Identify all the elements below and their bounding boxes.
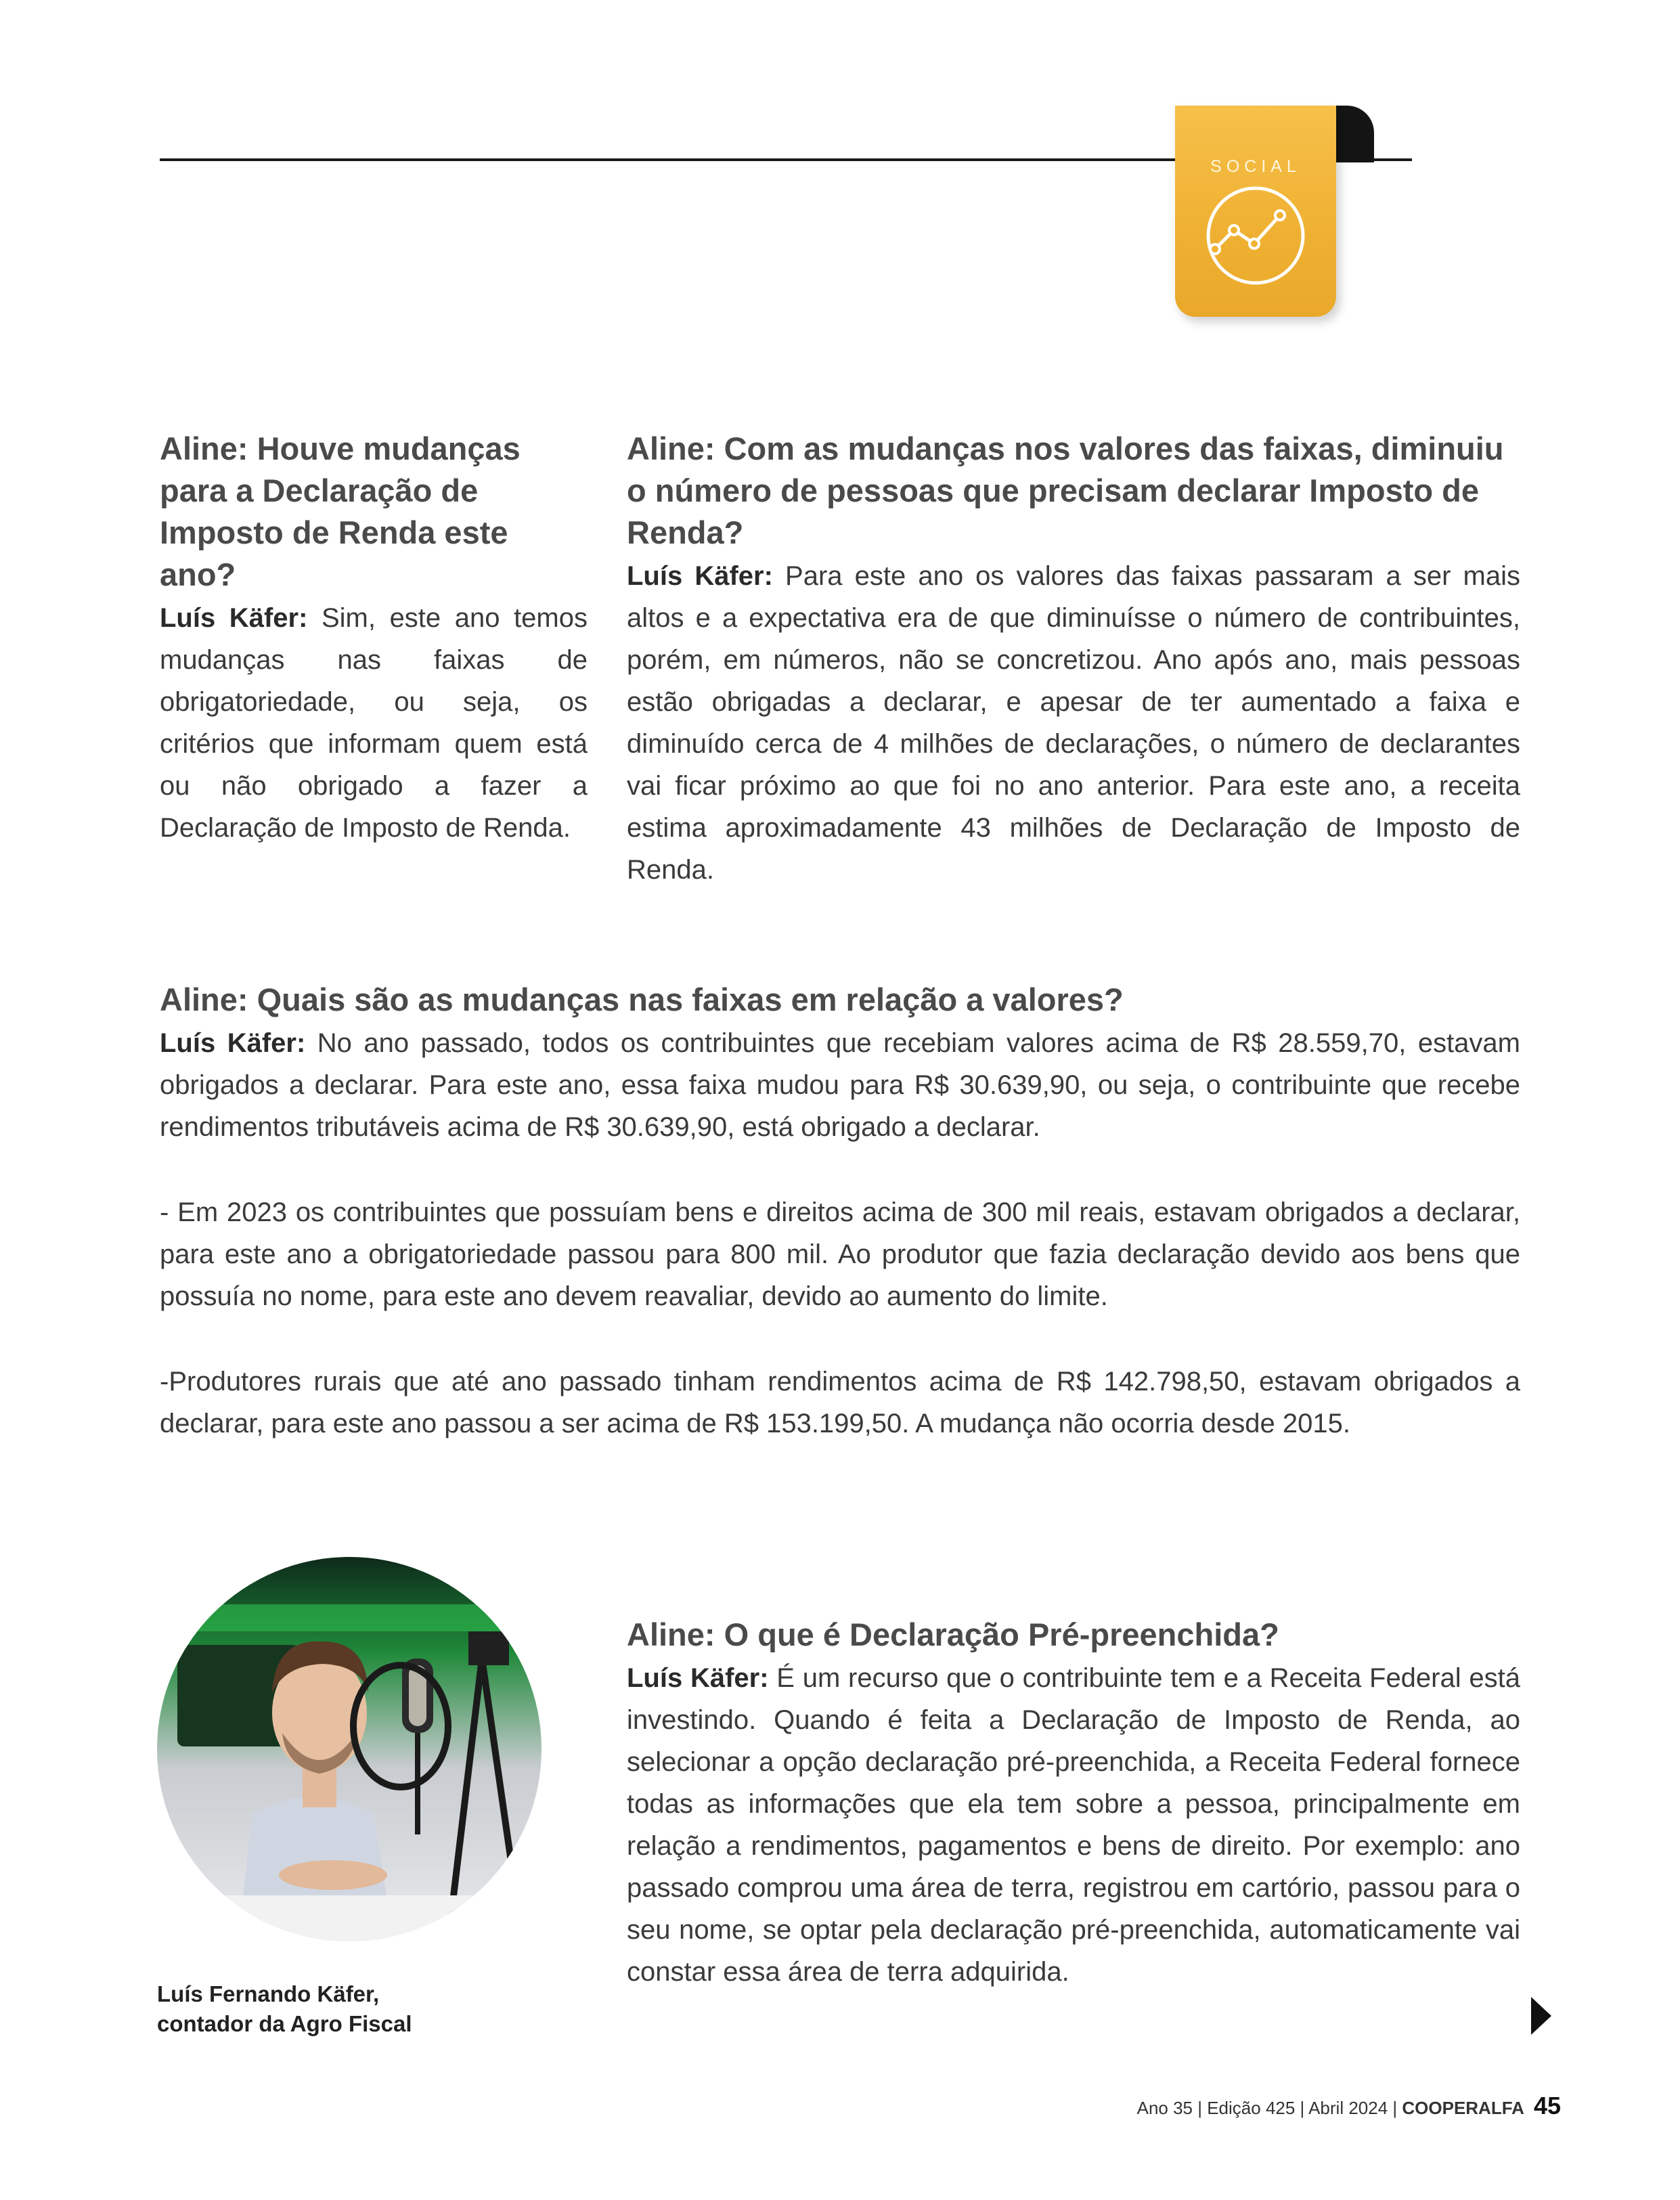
publication-name: COOPERALFA bbox=[1402, 2098, 1524, 2118]
line-chart-icon bbox=[1204, 184, 1307, 287]
answer-1 bbox=[160, 597, 588, 849]
question-2: Aline: Com as mudanças nos valores das faixas, diminuiu o número de pessoas que precisam declarar Imposto de Renda? bbox=[627, 431, 1504, 550]
speaker-label: Luís Käfer: bbox=[160, 1028, 306, 1058]
continue-arrow-icon bbox=[1531, 1997, 1551, 2035]
tag-curl bbox=[1335, 106, 1374, 162]
section-tag bbox=[1175, 106, 1336, 317]
question-4: Aline: O que é Declaração Pré-preenchida? bbox=[627, 1616, 1279, 1652]
speaker-label: Luís Käfer: bbox=[627, 1663, 769, 1693]
answer-1-text: Sim, este ano temos mudanças nas faixas de obrigatoriedade, ou seja, os critérios que informam quem está ou não obrigado a fazer a Declaração de Imposto de Renda. bbox=[160, 603, 588, 843]
answer-2 bbox=[627, 555, 1520, 891]
page-footer bbox=[1137, 2092, 1561, 2120]
interviewee-photo bbox=[157, 1557, 541, 1941]
answer-2-text: Para este ano os valores das faixas passaram a ser mais altos e a expectativa era de que diminuísse o número de contribuintes, porém, em números, não se concretizou. Ano após ano, mais pessoas estão obrigadas a declarar, e apesar de ter aumentado a faixa e diminuído cerca de 4 milhões de declarações, o número de declarantes vai ficar próximo ao que foi no ano anterior. Para este ano, a receita estima aproximadamente 43 milhões de Declaração de Imposto de Renda. bbox=[627, 561, 1520, 885]
issue-info: Ano 35 | Edição 425 | Abril 2024 | bbox=[1136, 2098, 1402, 2118]
answer-3-item-produtores: -Produtores rurais que até ano passado tinham rendimentos acima de R$ 142.798,50, estavam obrigados a declarar, para este ano passou a ser acima de R$ 153.199,50. A mudança não ocorria desde 2015. bbox=[160, 1367, 1520, 1438]
question-3: Aline: Quais são as mudanças nas faixas em relação a valores? bbox=[160, 982, 1124, 1017]
speaker-label: Luís Käfer: bbox=[627, 561, 773, 591]
answer-4 bbox=[627, 1657, 1520, 1993]
studio-portrait-image bbox=[157, 1557, 541, 1941]
question-1: Aline: Houve mudanças para a Declaração de Imposto de Renda este ano? bbox=[160, 431, 521, 592]
answer-3 bbox=[160, 1022, 1520, 1148]
answer-3-item-bens: - Em 2023 os contribuintes que possuíam bens e direitos acima de 300 mil reais, estavam obrigados a declarar, para este ano a obrigatoriedade passou para 800 mil. Ao produtor que fazia declaração devido aos bens que possuía no nome, para este ano devem reavaliar, devido ao aumento do limite. bbox=[160, 1197, 1520, 1311]
page-number: 45 bbox=[1533, 2092, 1561, 2119]
answer-4-text: É um recurso que o contribuinte tem e a Receita Federal está investindo. Quando é feita a Declaração de Imposto de Renda, ao selecionar a opção declaração pré-preenchida, a Receita Federal fornece todas as informações que ela tem sobre a pessoa, principalmente em relação a rendimentos, pagamentos e bens de direito. Por exemplo: ano passado comprou uma área de terra, registrou em cartório, passou para o seu nome, se optar pela declaração pré-preenchida, automaticamente vai constar essa área de terra adquirida. bbox=[627, 1663, 1520, 1987]
caption-line-1: Luís Fernando Käfer, bbox=[157, 1981, 380, 2006]
photo-caption bbox=[157, 1979, 412, 2039]
speaker-label: Luís Käfer: bbox=[160, 603, 308, 633]
caption-line-2: contador da Agro Fiscal bbox=[157, 2011, 412, 2036]
answer-3-text: No ano passado, todos os contribuintes que recebiam valores acima de R$ 28.559,70, estavam obrigados a declarar. Para este ano, essa faixa mudou para R$ 30.639,90, ou seja, o contribuinte que recebe rendimentos tributáveis acima de R$ 30.639,90, está obrigado a declarar. bbox=[160, 1028, 1520, 1142]
section-label: SOCIAL bbox=[1210, 157, 1301, 176]
